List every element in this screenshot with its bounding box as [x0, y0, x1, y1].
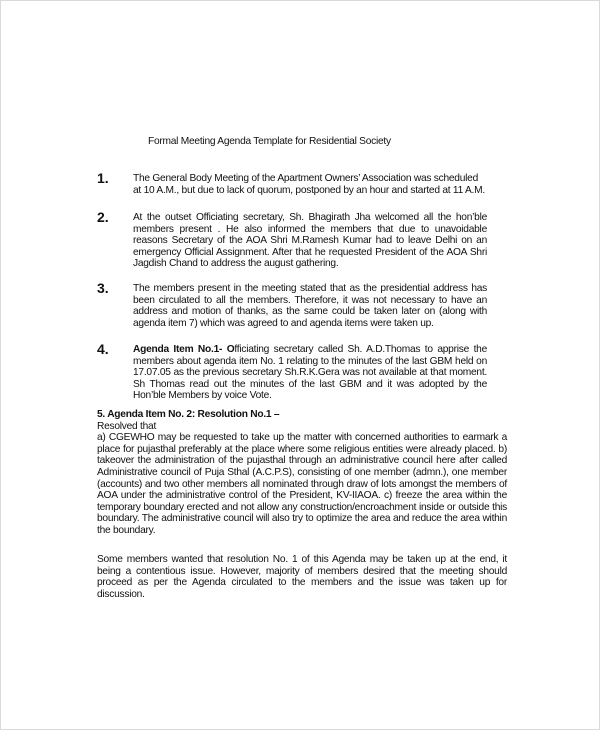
item-body: fficiating secretary called Sh. A.D.Thomas to apprise the members about agenda item No. 1 relating to the minutes of the last GBM held on 17.07.05 as the previous secretary Sh.R.K.Gera was not available at that moment. Sh Thomas read out the minutes of the last GBM and it was adopted by the Hon’ble Members by voice Vote.: [133, 344, 487, 402]
item-text: The General Body Meeting of the Apartment Owners’ Association was scheduled at 10 A.M., but due to lack of quorum, postponed by an hour and started at 11 A.M.: [133, 173, 485, 196]
item-number: 4.: [97, 341, 109, 357]
resolution-text: a) CGEWHO may be requested to take up the matter with concerned authorities to earmark a place for pujasthal preferably at the place where some religious entities were already placed. b) takeover the administration of the pujasthal through an administrative council here after called Administrative council of Puja Sthal (A.C.P.S), consisting of one member (admn.), one member (accounts) and two other members all nominated through draw of lots amongst the members of AOA under the administrative control of the President, KV-IIAOA. c) freeze the area within the temporary boundary erected and not allow any construction/encroachment inside or outside this boundary. The administrative council will also try to optimize the area and reduce the area within the boundary.: [97, 432, 507, 536]
item-text: At the outset Officiating secretary, Sh. Bhagirath Jha welcomed all the hon’ble members present . He also informed the members that due to unavoidable reasons Secretary of the AOA Shri M.Ramesh Kumar had to leave Delhi on an emergency Official Assignment. After that he requested President of the AOA Shri Jagdish Chand to address the august gathering.: [133, 212, 487, 270]
item-bold-lead: Agenda Item No.1- O: [133, 344, 235, 355]
agenda-item-5: [97, 409, 507, 537]
item-number: 1.: [97, 170, 109, 186]
section-heading: 5. Agenda Item No. 2: Resolution No.1 –: [97, 409, 280, 420]
agenda-item-2: [97, 209, 487, 270]
item-number: 2.: [97, 209, 109, 225]
section-intro: Resolved that: [97, 420, 157, 432]
document-title: Formal Meeting Agenda Template for Residential Society: [148, 136, 391, 147]
item-text: [133, 344, 487, 402]
closing-paragraph: Some members wanted that resolution No. 1 of this Agenda may be taken up at the end, it being a contentious issue. However, majority of members desired that the meeting should proceed as per the Agenda circulated to the members and the issue was taken up for discussion.: [97, 554, 507, 600]
item-number: 3.: [97, 280, 109, 296]
item-text: The members present in the meeting stated that as the presidential address has been circulated to all the members. Therefore, it was not necessary to have an address and motion of thanks, as the same could be taken later on (along with agenda item 7) which was agreed to and agenda items were taken up.: [133, 283, 487, 329]
agenda-item-1: [97, 170, 487, 196]
agenda-item-3: [97, 280, 487, 329]
agenda-item-4: [97, 341, 487, 402]
